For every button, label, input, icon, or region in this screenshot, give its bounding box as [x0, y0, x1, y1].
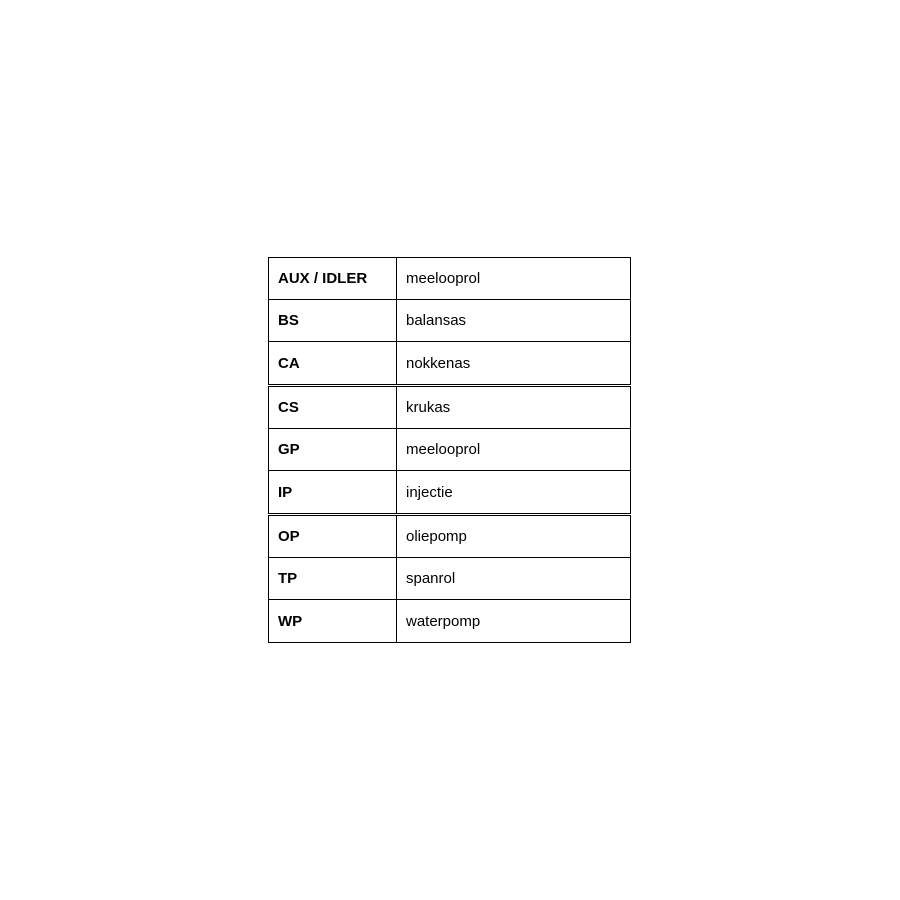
abbr-cell: AUX / IDLER — [269, 258, 397, 299]
table-row — [269, 516, 630, 558]
term-cell: meelooprol — [406, 270, 481, 287]
term-cell: injectie — [406, 483, 453, 501]
table-row — [269, 600, 630, 642]
term-cell: meelooprol — [406, 441, 481, 458]
table-row — [269, 300, 630, 342]
legend-table-group-2 — [268, 386, 631, 514]
table-row — [269, 342, 630, 384]
abbr-cell: CA — [269, 342, 397, 384]
abbr-cell: BS — [269, 300, 397, 341]
abbr-cell: IP — [269, 471, 397, 513]
table-row — [269, 387, 630, 429]
table-row — [269, 558, 630, 600]
legend-table-group-3 — [268, 515, 631, 643]
abbr-cell: OP — [269, 516, 397, 557]
abbr-cell: GP — [269, 429, 397, 470]
term-cell: oliepomp — [406, 528, 467, 545]
abbr-cell: TP — [269, 558, 397, 599]
abbr-cell: WP — [269, 600, 397, 642]
table-row — [269, 429, 630, 471]
legend-table-group-1 — [268, 257, 631, 385]
table-row — [269, 258, 630, 300]
table-row — [269, 471, 630, 513]
abbr-cell: CS — [269, 387, 397, 428]
abbreviation-legend-table — [268, 257, 631, 643]
term-cell: balansas — [406, 312, 467, 329]
term-cell: nokkenas — [406, 354, 471, 372]
term-cell: waterpomp — [406, 612, 481, 630]
term-cell: krukas — [406, 399, 451, 416]
term-cell: spanrol — [406, 570, 456, 587]
